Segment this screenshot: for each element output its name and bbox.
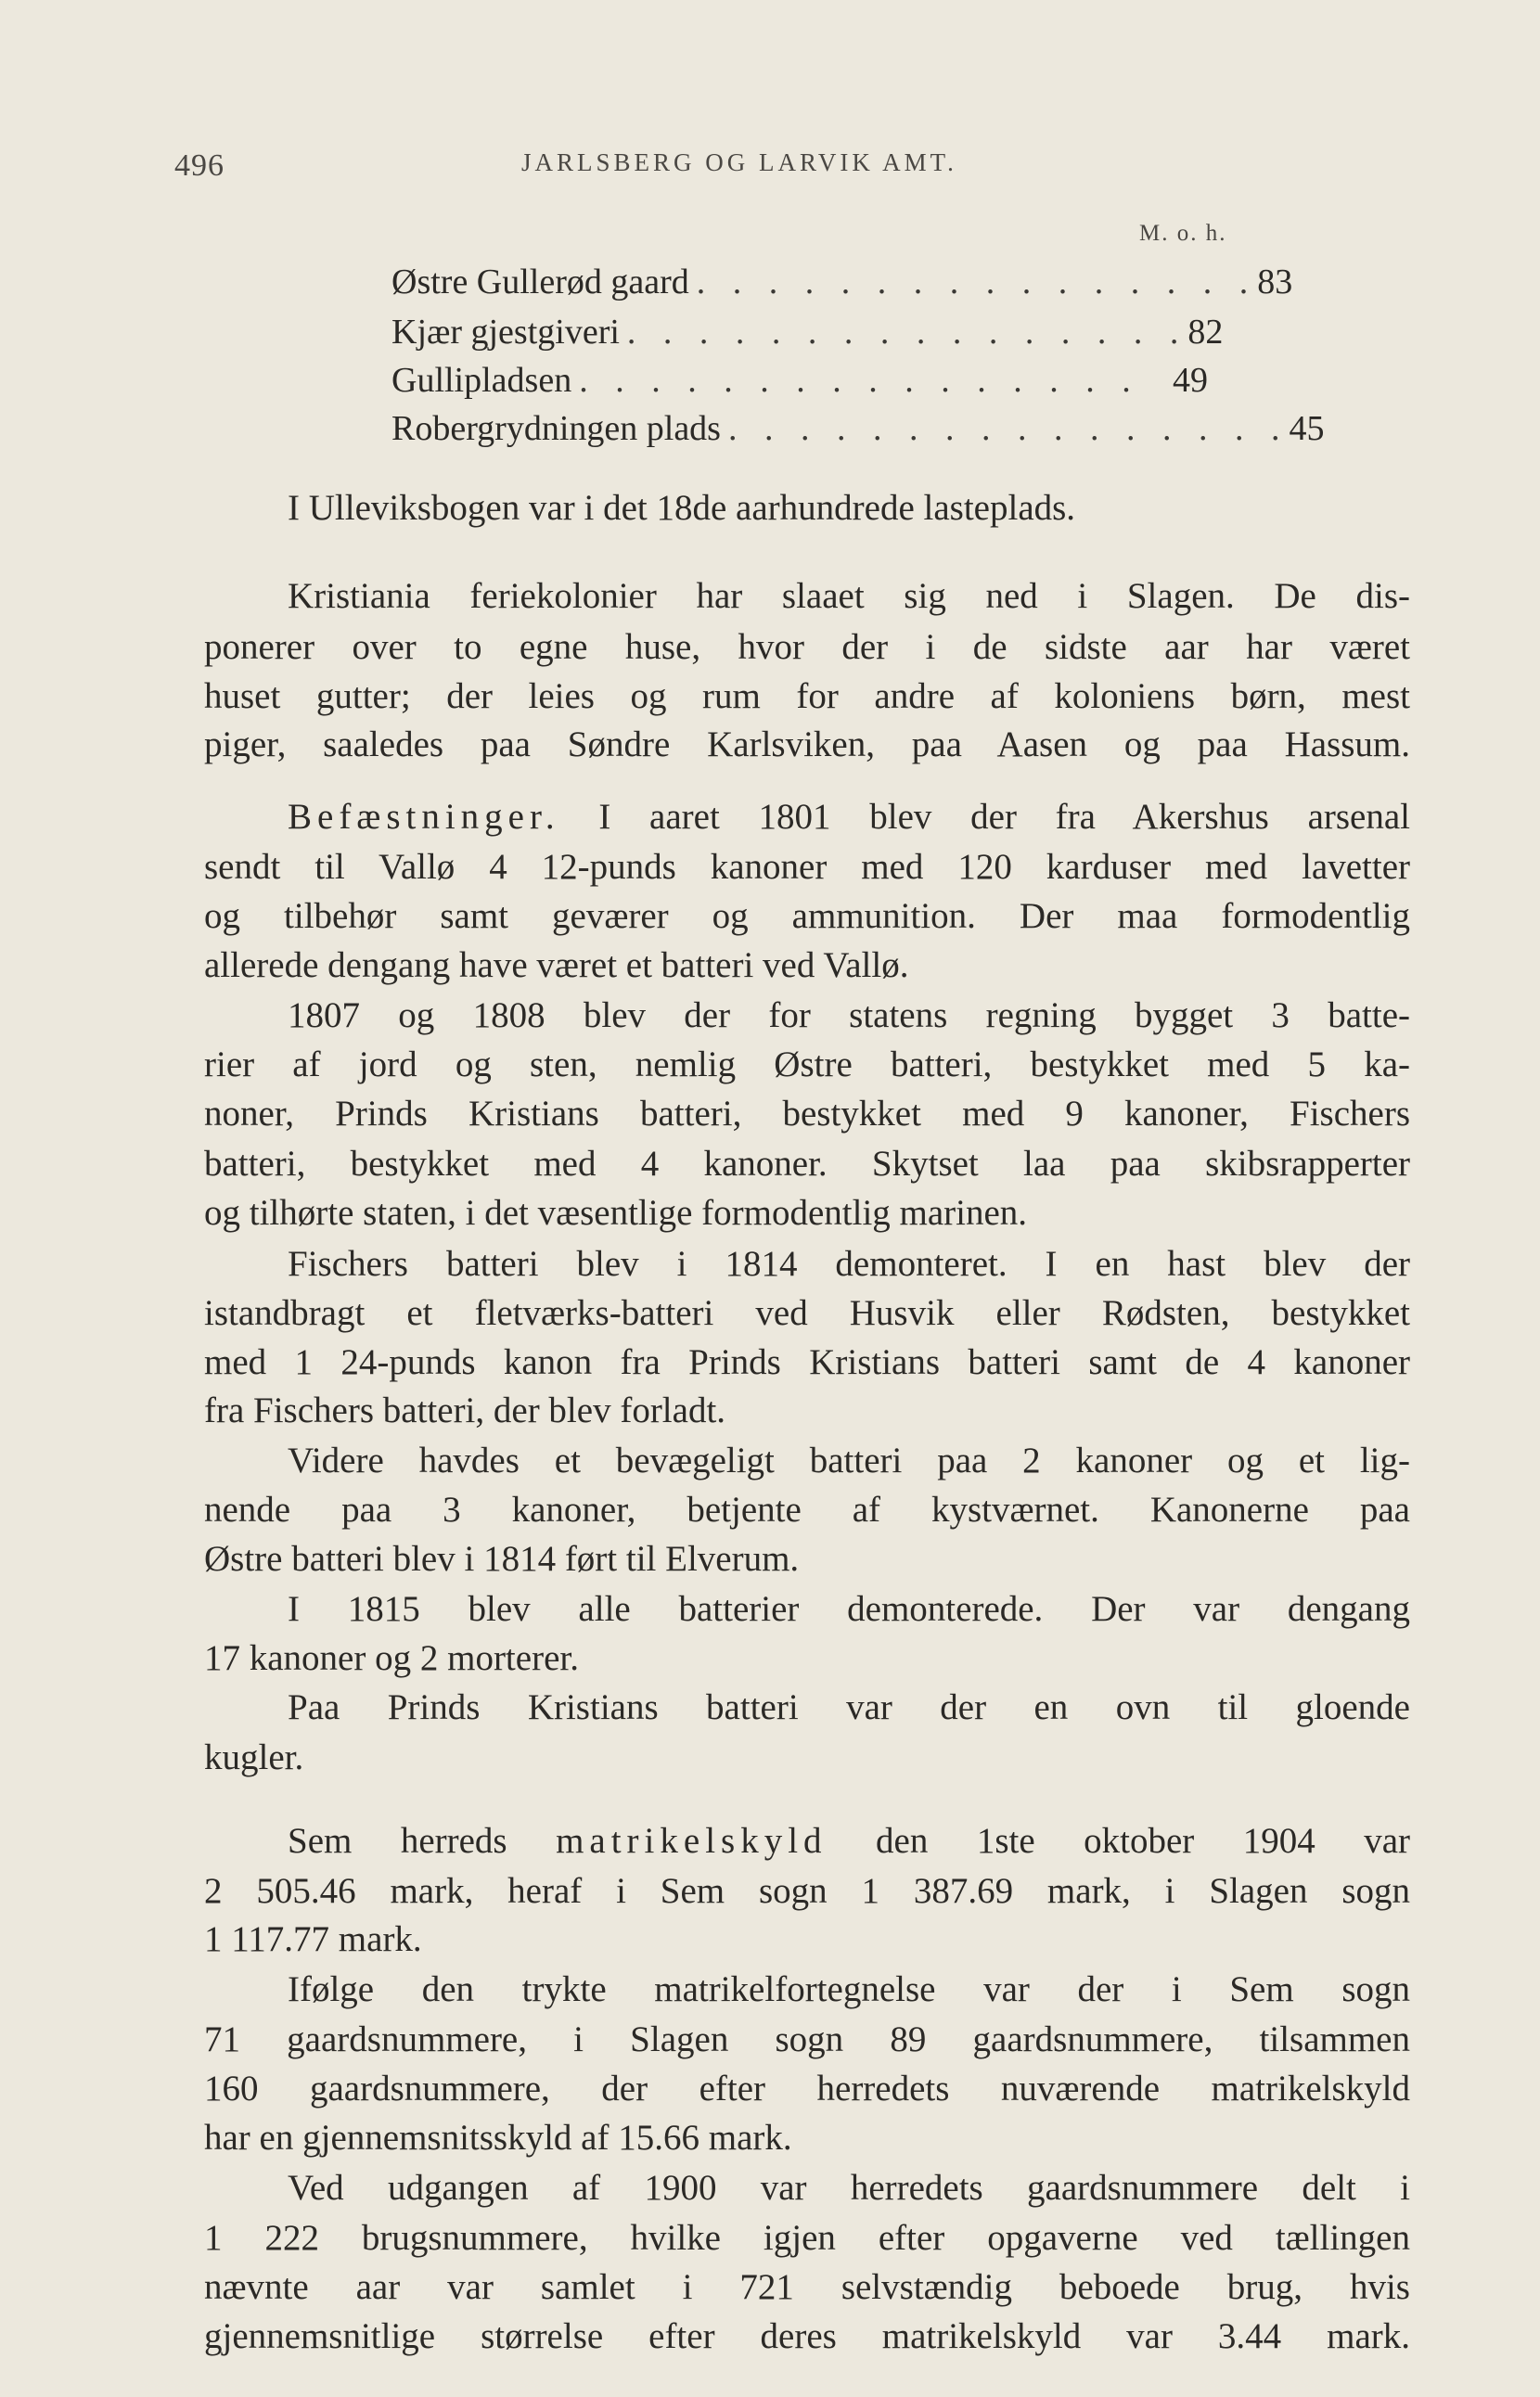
text-line: og tilbehør samt geværer og ammunition. Der maa formodentlig: [204, 896, 1410, 936]
text-line: Østre batteri blev i 1814 ført til Elverum.: [204, 1539, 800, 1579]
text-line: I Ulleviksbogen var i det 18de aarhundrede lasteplads.: [288, 488, 1076, 528]
text-line: istandbragt et fletværks-batteri ved Husvik eller Rødsten, bestykket: [204, 1293, 1410, 1333]
height-value: 82: [1187, 313, 1224, 352]
height-value: 83: [1257, 263, 1293, 301]
text-line: Paa Prinds Kristians batteri var der en ovn til gloende: [288, 1687, 1410, 1727]
text-line: 17 kanoner og 2 morterer.: [204, 1638, 579, 1678]
text-line: ponerer over to egne huse, hvor der i de sidste aar har været: [204, 627, 1410, 667]
place-name: Robergrydningen plads: [391, 409, 721, 448]
text-line: Kristiania feriekolonier har slaaet sig ned i Slagen. De dis-: [288, 576, 1410, 616]
text-line: 160 gaardsnummere, der efter herredets nuværende matrikelskyld: [204, 2069, 1410, 2109]
text-line: fra Fischers batteri, der blev forladt.: [204, 1391, 726, 1430]
text-line: 1 117.77 mark.: [204, 1919, 422, 1959]
text-line: 1807 og 1808 blev der for statens regning bygget 3 batte-: [288, 995, 1410, 1035]
text-line: batteri, bestykket med 4 kanoner. Skytset laa paa skibsrapperter: [204, 1144, 1410, 1184]
text-line: allerede dengang have været et batteri ved Vallø.: [204, 945, 909, 985]
height-row: Kjær gjestgiveri . . . . . . . . . . . . . . . . 82: [391, 313, 1224, 352]
place-name: Gullipladsen: [391, 361, 572, 400]
text-line: nende paa 3 kanoner, betjente af kystværnet. Kanonerne paa: [204, 1490, 1410, 1530]
height-row: Østre Gullerød gaard . . . . . . . . . . . . . . . . 83: [391, 263, 1293, 301]
page-number: 496: [174, 148, 225, 183]
text-line: Fischers batteri blev i 1814 demonteret. I en hast blev der: [288, 1244, 1410, 1284]
running-header: JARLSBERG OG LARVIK AMT.: [521, 148, 957, 176]
text-line: gjennemsnitlige størrelse efter deres matrikelskyld var 3.44 mark.: [204, 2316, 1410, 2356]
text-line: 2 505.46 mark, heraf i Sem sogn 1 387.69 mark, i Slagen sogn: [204, 1871, 1410, 1911]
section-heading: Befæstninger.: [288, 797, 560, 837]
text-line: noner, Prinds Kristians batteri, bestykket med 9 kanoner, Fischers: [204, 1094, 1410, 1134]
text-line: nævnte aar var samlet i 721 selvstændig beboede brug, hvis: [204, 2267, 1410, 2307]
text-line: med 1 24-punds kanon fra Prinds Kristians batteri samt de 4 kanoner: [204, 1342, 1410, 1382]
height-row: Robergrydningen plads . . . . . . . . . . . . . . . . 45: [391, 409, 1325, 448]
place-name: Kjær gjestgiveri: [391, 313, 620, 352]
section-heading: matrikelskyld: [556, 1821, 828, 1861]
text-line: Befæstninger. I aaret 1801 blev der fra Akershus arsenal: [288, 797, 1411, 837]
height-row: Gullipladsen . . . . . . . . . . . . . . . . 49: [391, 361, 1208, 400]
height-value: 49: [1173, 361, 1208, 400]
text-line: kugler.: [204, 1737, 304, 1777]
text-line: piger, saaledes paa Søndre Karlsviken, paa Aasen og paa Hassum.: [204, 724, 1410, 764]
place-name: Østre Gullerød gaard: [391, 263, 689, 301]
text-line: huset gutter; der leies og rum for andre af koloniens børn, mest: [204, 676, 1410, 716]
text-line: og tilhørte staten, i det væsentlige formodentlig marinen.: [204, 1193, 1028, 1233]
text-line: I 1815 blev alle batterier demonterede. Der var dengang: [288, 1589, 1410, 1629]
text-line: Videre havdes et bevægeligt batteri paa 2 kanoner og et lig-: [288, 1441, 1410, 1480]
text-line: rier af jord og sten, nemlig Østre batteri, bestykket med 5 ka-: [204, 1045, 1410, 1084]
text-line: 1 222 brugsnummere, hvilke igjen efter opgaverne ved tællingen: [204, 2218, 1410, 2258]
text-line: har en gjennemsnitsskyld af 15.66 mark.: [204, 2118, 792, 2158]
height-value: 45: [1289, 409, 1325, 448]
text-line: 71 gaardsnummere, i Slagen sogn 89 gaardsnummere, tilsammen: [204, 2019, 1410, 2059]
height-unit-label: M. o. h.: [1139, 221, 1227, 246]
text-line: Sem herreds matrikelskyld den 1ste oktober 1904 var: [288, 1821, 1411, 1861]
text-line: Ved udgangen af 1900 var herredets gaardsnummere delt i: [288, 2168, 1410, 2208]
text-line: sendt til Vallø 4 12-punds kanoner med 120 karduser med lavetter: [204, 847, 1410, 887]
text-line: Ifølge den trykte matrikelfortegnelse var der i Sem sogn: [288, 1969, 1410, 2009]
